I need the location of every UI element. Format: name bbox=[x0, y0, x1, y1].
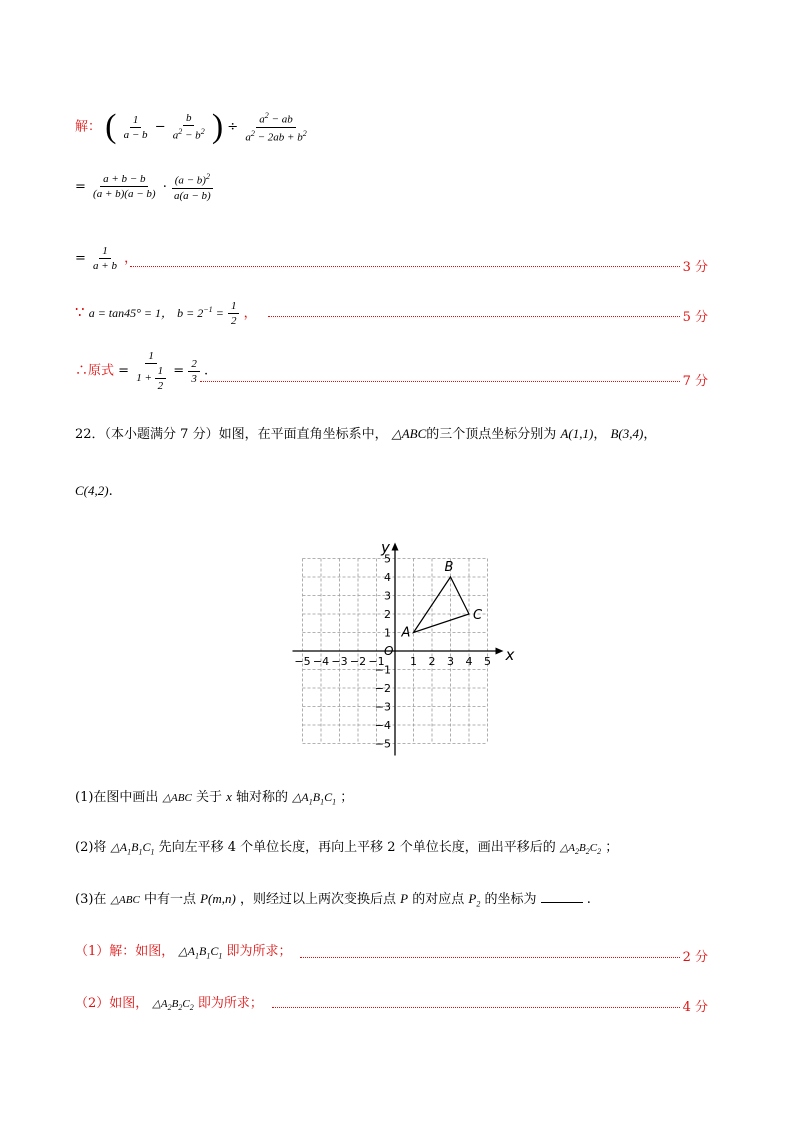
fraction-5: $\frac{(a - b)^2}{a(a - b)}$ bbox=[171, 172, 214, 202]
x-tick-label: −2 bbox=[349, 655, 367, 668]
y-axis-label: y bbox=[381, 538, 390, 557]
vertex-label-B: B bbox=[444, 560, 454, 575]
vertex-label-C: C bbox=[473, 608, 483, 623]
score-4: 4 分 bbox=[682, 1000, 708, 1015]
question-2: (2)将 $\triangle A_1B_1C_1$ 先向左平移 4 个单位长度，再向上平移 2 个单位长度，画出平移后的 $\triangle A_2B_2C_2$ ； bbox=[75, 840, 619, 857]
point-B-coord: B(3,4) bbox=[610, 426, 644, 441]
a-value: a = tan45° = 1， bbox=[88, 306, 174, 320]
origin-label: O bbox=[384, 644, 394, 658]
fraction-9: $\frac{2}{3}$ bbox=[188, 358, 200, 385]
y-tick-label: −3 bbox=[374, 700, 391, 714]
dotted-leader-4 bbox=[300, 957, 680, 958]
x-tick-label: 4 bbox=[465, 655, 473, 668]
dotted-leader-1 bbox=[130, 266, 680, 267]
answer-blank bbox=[541, 902, 583, 903]
fraction-8: 1 1 + $\frac{1}{2}$ bbox=[133, 350, 169, 392]
score-7: 7 分 bbox=[682, 374, 708, 389]
fraction-4: $\frac{a + b - b}{(a + b)(a - b)}$ bbox=[93, 173, 156, 201]
x-tick-label: −3 bbox=[331, 655, 348, 668]
dotted-leader-5 bbox=[272, 1007, 680, 1008]
therefore-label: ∴原式 bbox=[75, 363, 115, 379]
y-tick-label: 2 bbox=[384, 608, 391, 621]
x-axis-arrow bbox=[496, 648, 504, 655]
solution-line-3: = $\frac{1}{a + b}$ ， bbox=[75, 245, 138, 272]
score-2: 2 分 bbox=[682, 950, 708, 965]
y-tick-label: −2 bbox=[374, 682, 391, 695]
fraction-1: $\frac{1}{a - b}$ bbox=[123, 113, 148, 141]
fraction-2: $\frac{b}{a^2 - b^2}$ bbox=[172, 112, 205, 142]
x-tick-label: −5 bbox=[294, 655, 311, 668]
point-A-coord: A(1,1) bbox=[560, 426, 594, 441]
x-tick-label: −4 bbox=[312, 655, 330, 668]
because-symbol: ∵ bbox=[75, 303, 85, 321]
y-tick-label: 4 bbox=[384, 571, 391, 584]
score-5: 5 分 bbox=[682, 310, 708, 325]
y-tick-label: −1 bbox=[374, 663, 391, 677]
solution-line-5: ∴原式 = 1 1 + $\frac{1}{2}$ = $\frac{2}{3}$ . bbox=[75, 350, 209, 392]
answer-1: （1）解：如图， $\triangle A_1B_1C_1$ 即为所求； bbox=[75, 944, 292, 961]
x-tick-label: 2 bbox=[428, 655, 436, 668]
x-tick-label: −1 bbox=[368, 655, 385, 668]
triangle-ABC bbox=[401, 560, 484, 641]
dotted-leader-2 bbox=[268, 316, 680, 317]
fraction-7: $\frac{1}{2}$ bbox=[228, 300, 240, 327]
question-3: (3)在 △ABC 中有一点 P(m,n) ，则经过以上两次变换后点 P 的对应点 $P_2$ 的坐标为 . bbox=[75, 891, 591, 909]
answer-2: （2）如图， $\triangle A_2B_2C_2$ 即为所求； bbox=[75, 996, 263, 1013]
vertex-label-A: A bbox=[401, 625, 411, 641]
solution-line-4: ∵ a = tan45° = 1， $b = 2^{-1}$ = $\frac{1}{2}$ ， bbox=[75, 300, 257, 327]
x-tick-label: 5 bbox=[484, 655, 491, 668]
fraction-3: $\frac{a^2 - ab}{a^2 - 2ab + b^2}$ bbox=[245, 110, 307, 144]
dotted-leader-3 bbox=[200, 381, 680, 382]
problem-22-statement-cont: C(4,2). bbox=[75, 483, 113, 499]
y-tick-label: 5 bbox=[384, 552, 391, 566]
y-tick-label: −4 bbox=[374, 719, 391, 732]
x-axis-label: x bbox=[505, 646, 515, 664]
y-tick-label: 3 bbox=[384, 589, 391, 603]
x-tick-label: 3 bbox=[447, 655, 454, 668]
question-1: (1)在图中画出 △ABC 关于 x 轴对称的 $\triangle A_1B_1C_1$ ； bbox=[75, 789, 354, 807]
solution-line-1: 解： ( $\frac{1}{a - b}$ − $\frac{b}{a^2 - b^2}$ ) ÷ $\frac{a^2 - ab}{a^2 - 2ab + b^2}$ bbox=[75, 108, 310, 146]
point-C-coord: C(4,2) bbox=[75, 483, 109, 498]
score-3: 3 分 bbox=[682, 260, 708, 275]
y-tick-label: 1 bbox=[384, 626, 391, 640]
b-value: $b = 2^{-1}$ = bbox=[177, 305, 224, 320]
problem-22-statement: 22．（本小题满分 7 分）如图，在平面直角坐标系中， △ABC的三个顶点坐标分别为 A(1,1)， B(3,4)， bbox=[75, 426, 657, 442]
y-tick-label: −5 bbox=[374, 737, 391, 751]
y-axis-arrow bbox=[392, 543, 399, 551]
solution-line-2: = $\frac{a + b - b}{(a + b)(a - b)}$ · $\frac{(a - b)^2}{a(a - b)}$ bbox=[75, 172, 214, 202]
x-tick-label: 1 bbox=[410, 655, 417, 668]
fraction-6: $\frac{1}{a + b}$ bbox=[93, 245, 117, 272]
solution-label: 解： bbox=[75, 119, 102, 135]
triangle-outline bbox=[414, 577, 470, 633]
axes bbox=[293, 539, 515, 756]
coordinate-grid-figure bbox=[284, 532, 524, 762]
